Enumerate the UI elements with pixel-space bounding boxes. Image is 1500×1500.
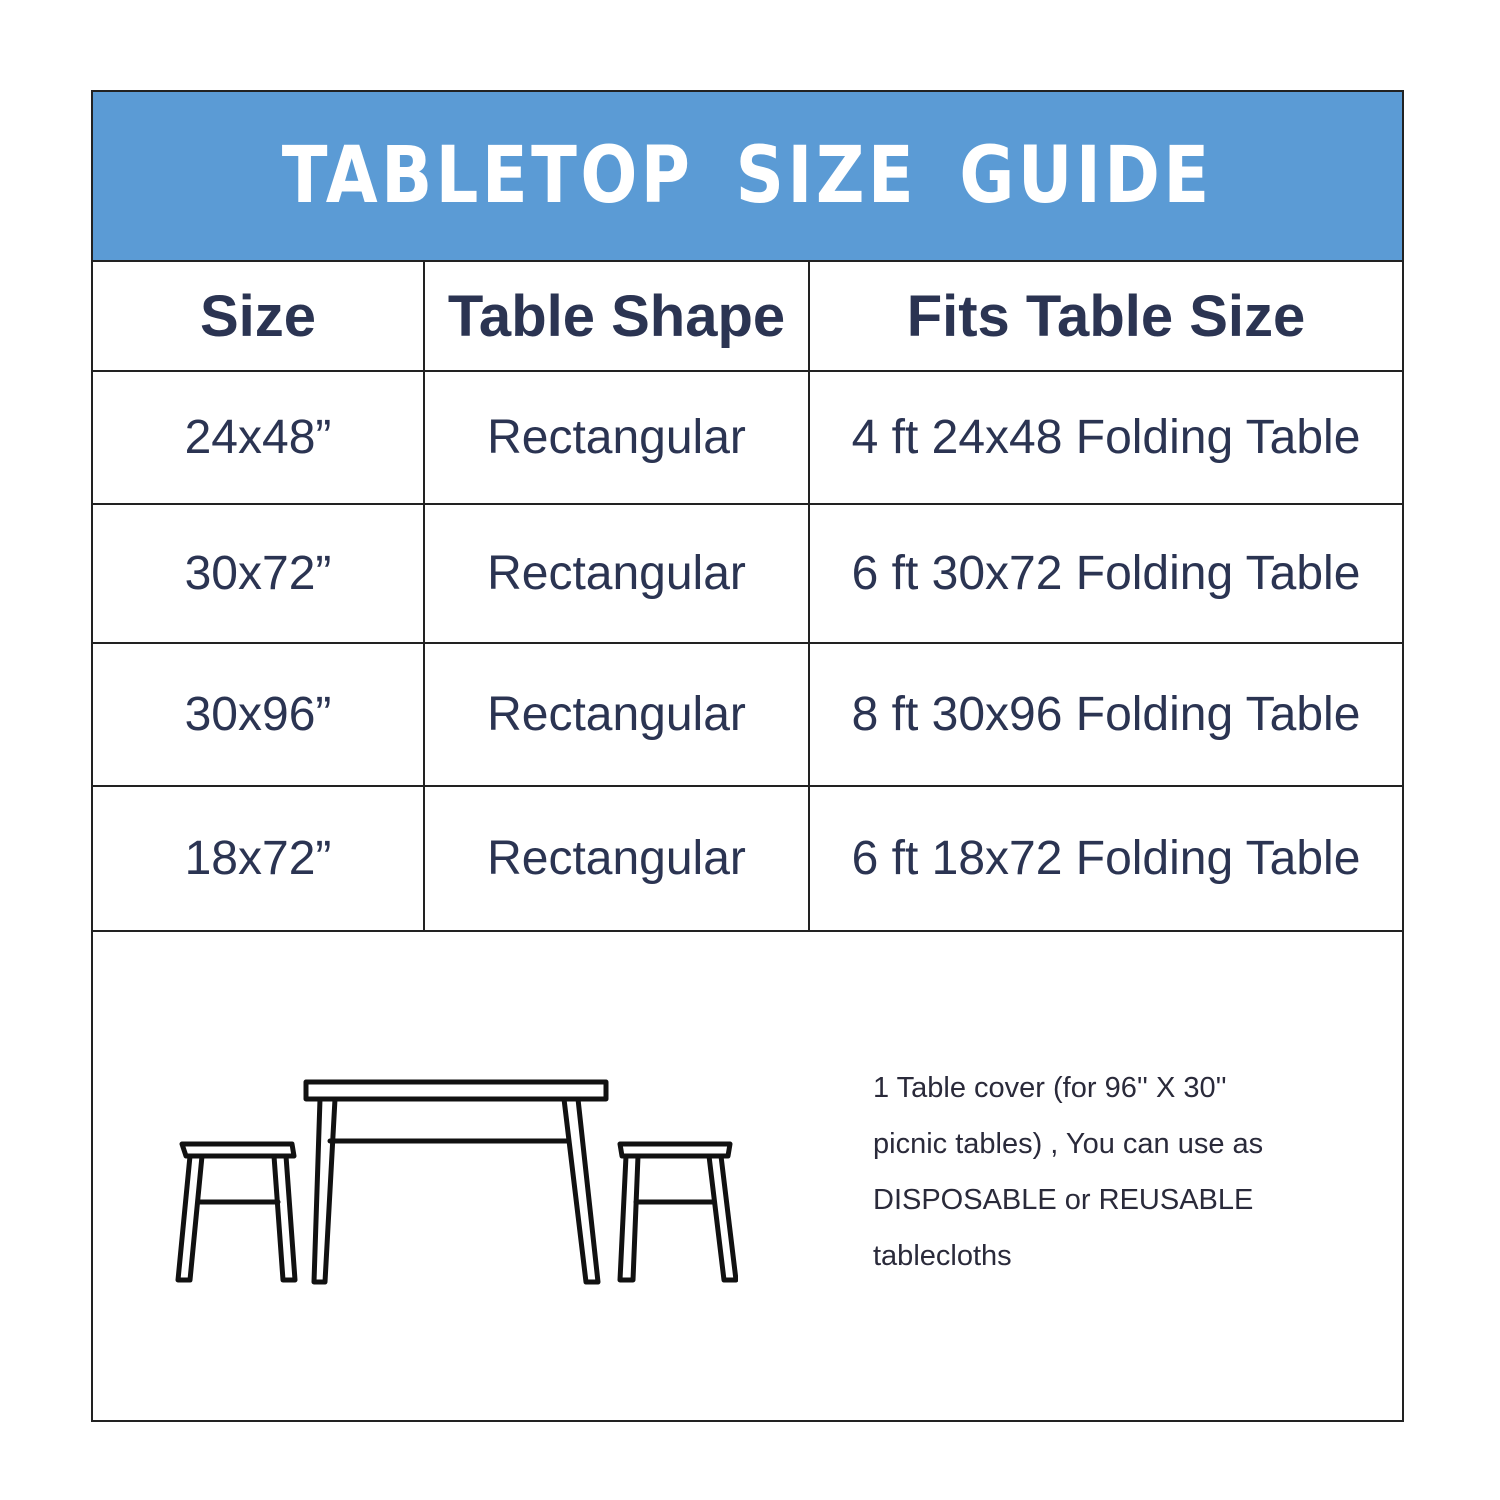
table-row (93, 643, 1402, 786)
shape-cell: Rectangular (424, 504, 809, 643)
table-leg-left (314, 1099, 335, 1282)
size-guide (91, 90, 1404, 1422)
left-bench-leg-a (178, 1156, 202, 1280)
header-row (93, 262, 1402, 371)
fits-cell: 4 ft 24x48 Folding Table (809, 371, 1402, 504)
table-row (93, 371, 1402, 504)
size-cell: 24x48” (93, 371, 424, 504)
right-bench-leg-a (620, 1156, 638, 1280)
column-header-size: Size (93, 262, 424, 371)
title-banner (93, 92, 1402, 262)
cover-note (873, 1060, 1343, 1284)
shape-cell: Rectangular (424, 371, 809, 504)
fits-cell: 6 ft 30x72 Folding Table (809, 504, 1402, 643)
table-leg-right (564, 1099, 598, 1282)
shape-cell: Rectangular (424, 643, 809, 786)
left-bench-leg-b (274, 1156, 295, 1280)
guide-title: TABLETOP SIZE GUIDE (282, 131, 1213, 221)
column-header-fits: Fits Table Size (809, 262, 1402, 371)
table-with-benches-icon (168, 1077, 738, 1287)
right-bench-leg-b (709, 1156, 736, 1280)
shape-cell: Rectangular (424, 786, 809, 931)
size-cell: 30x72” (93, 504, 424, 643)
size-table (93, 262, 1402, 932)
size-cell: 18x72” (93, 786, 424, 931)
table-top-shape (306, 1082, 606, 1099)
note-line: picnic tables) , You can use as (873, 1128, 1264, 1160)
note-line: DISPOSABLE or REUSABLE (873, 1184, 1254, 1216)
table-row (93, 504, 1402, 643)
table-row (93, 786, 1402, 931)
note-line: tablecloths (873, 1240, 1012, 1272)
fits-cell: 8 ft 30x96 Folding Table (809, 643, 1402, 786)
fits-cell: 6 ft 18x72 Folding Table (809, 786, 1402, 931)
note-line: 1 Table cover (for 96'' X 30'' (873, 1072, 1227, 1104)
size-cell: 30x96” (93, 643, 424, 786)
column-header-shape: Table Shape (424, 262, 809, 371)
